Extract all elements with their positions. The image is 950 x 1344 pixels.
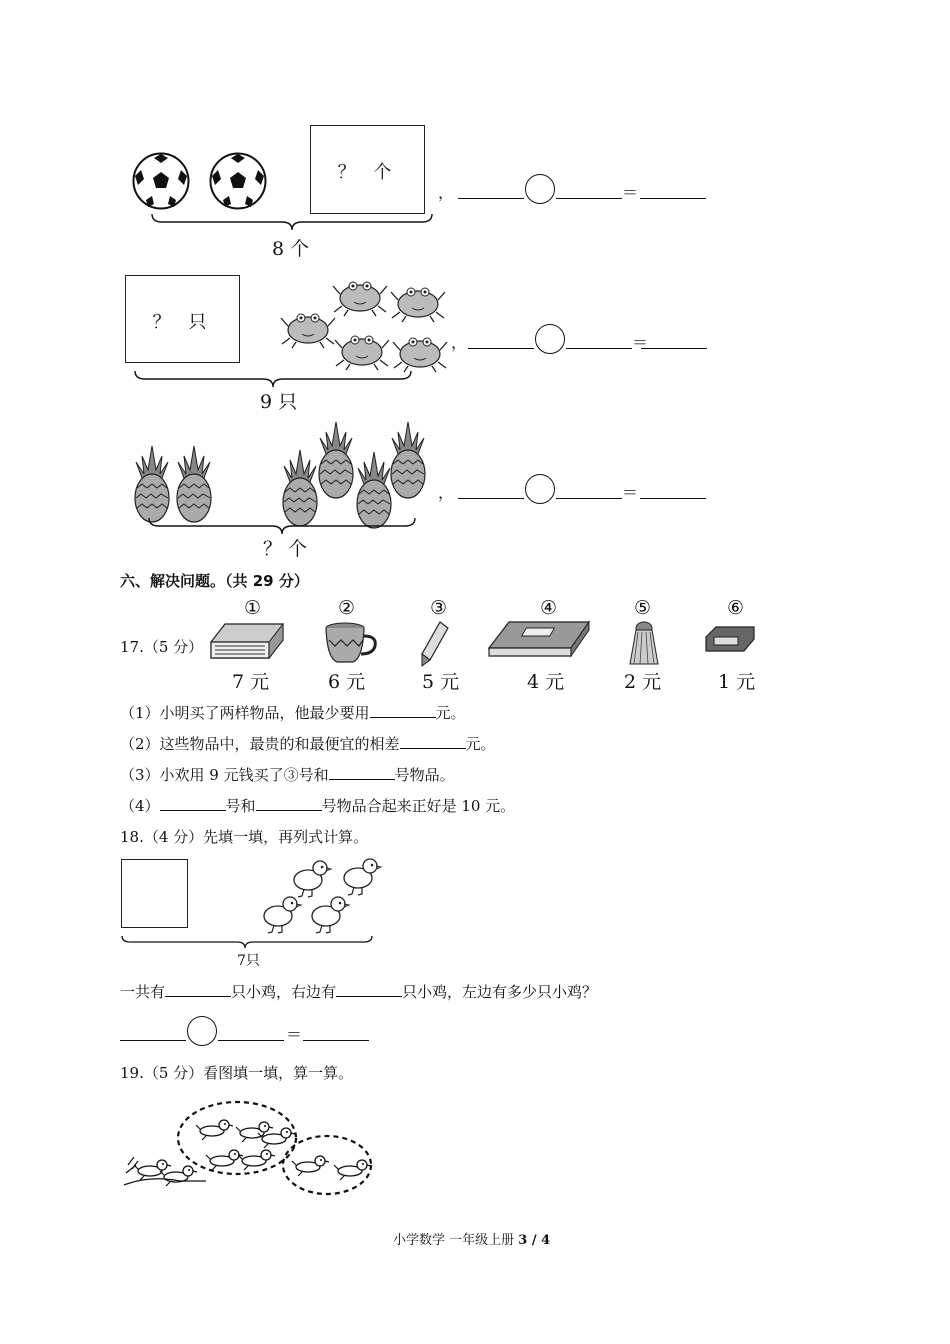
unknown-box: ？ 只 xyxy=(125,275,240,363)
item-price: 2 元 xyxy=(624,671,662,693)
blank[interactable] xyxy=(303,1039,369,1041)
eraser-icon xyxy=(704,625,756,653)
answer-box[interactable] xyxy=(121,859,188,928)
brace xyxy=(150,212,435,232)
answer-blank[interactable] xyxy=(336,982,402,997)
equation-line[interactable]: ， ＝ xyxy=(451,326,731,356)
pencil-box-icon xyxy=(207,622,287,662)
blank[interactable] xyxy=(566,347,632,349)
sub-question-4: （4） 号和 号物品合起来正好是 10 元。 xyxy=(120,797,516,815)
equation-line[interactable]: ＝ xyxy=(120,1016,380,1046)
item-number: ⑥ xyxy=(727,597,745,619)
cup-icon xyxy=(323,622,379,664)
total-label: ？ 个 xyxy=(263,538,308,560)
blank[interactable] xyxy=(640,197,706,199)
operator-circle[interactable] xyxy=(525,174,555,204)
brace xyxy=(120,934,374,950)
operator-circle[interactable] xyxy=(187,1016,217,1046)
book-icon xyxy=(487,620,591,660)
soccer-ball-icon xyxy=(209,152,267,210)
item-price: 6 元 xyxy=(328,671,366,693)
blank[interactable] xyxy=(640,497,706,499)
unknown-box: ？ 个 xyxy=(310,125,425,214)
total-label: 9 只 xyxy=(260,391,298,413)
sub-question-3: （3）小欢用 9 元钱买了③号和 号物品。 xyxy=(120,766,455,784)
blank[interactable] xyxy=(556,497,622,499)
blank[interactable] xyxy=(641,347,707,349)
blank[interactable] xyxy=(218,1039,284,1041)
item-number: ③ xyxy=(430,597,448,619)
answer-blank[interactable] xyxy=(160,796,226,811)
brace xyxy=(133,369,413,389)
operator-circle[interactable] xyxy=(535,324,565,354)
chick-group xyxy=(256,856,386,940)
item-price: 5 元 xyxy=(422,671,460,693)
equation-line[interactable]: ， ＝ xyxy=(438,176,718,206)
item-price: 7 元 xyxy=(232,671,270,693)
total-label: 7只 xyxy=(237,953,260,969)
shuttlecock-icon xyxy=(628,620,660,666)
sub-question-1: （1）小明买了两样物品，他最少要用 元。 xyxy=(120,704,466,722)
item-price: 1 元 xyxy=(718,671,756,693)
page-footer: 小学数学 一年级上册 3 / 4 xyxy=(393,1233,551,1248)
answer-blank[interactable] xyxy=(370,703,436,718)
item-number: ① xyxy=(244,597,262,619)
answer-blank[interactable] xyxy=(256,796,322,811)
item-number: ④ xyxy=(540,597,558,619)
blank[interactable] xyxy=(468,347,534,349)
sub-question-2: （2）这些物品中，最贵的和最便宜的相差 元。 xyxy=(120,735,496,753)
answer-blank[interactable] xyxy=(165,982,231,997)
blank[interactable] xyxy=(556,197,622,199)
blank[interactable] xyxy=(120,1039,186,1041)
question-label: 18.（4 分）先填一填，再列式计算。 xyxy=(120,828,369,846)
q18-question-line: 一共有 只小鸡，右边有 只小鸡，左边有多少只小鸡？ xyxy=(120,983,598,1001)
crab-group xyxy=(278,272,450,376)
question-label: 19.（5 分）看图填一填，算一算。 xyxy=(120,1064,354,1082)
item-price: 4 元 xyxy=(527,671,565,693)
item-number: ② xyxy=(338,597,356,619)
equation-line[interactable]: ， ＝ xyxy=(438,476,718,506)
item-number: ⑤ xyxy=(634,597,652,619)
pencil-icon xyxy=(420,620,450,668)
brace xyxy=(147,516,417,536)
operator-circle[interactable] xyxy=(525,474,555,504)
answer-blank[interactable] xyxy=(400,734,466,749)
pineapple-group xyxy=(130,418,430,528)
answer-blank[interactable] xyxy=(329,765,395,780)
soccer-ball-icon xyxy=(132,152,190,210)
section-title: 六、解决问题。（共 29 分） xyxy=(120,572,309,590)
question-label: 17.（5 分） xyxy=(120,638,204,656)
ducks-picture xyxy=(120,1095,380,1195)
blank[interactable] xyxy=(458,197,524,199)
page-number: 3 / 4 xyxy=(518,1233,551,1248)
total-label: 8 个 xyxy=(272,238,310,260)
blank[interactable] xyxy=(458,497,524,499)
